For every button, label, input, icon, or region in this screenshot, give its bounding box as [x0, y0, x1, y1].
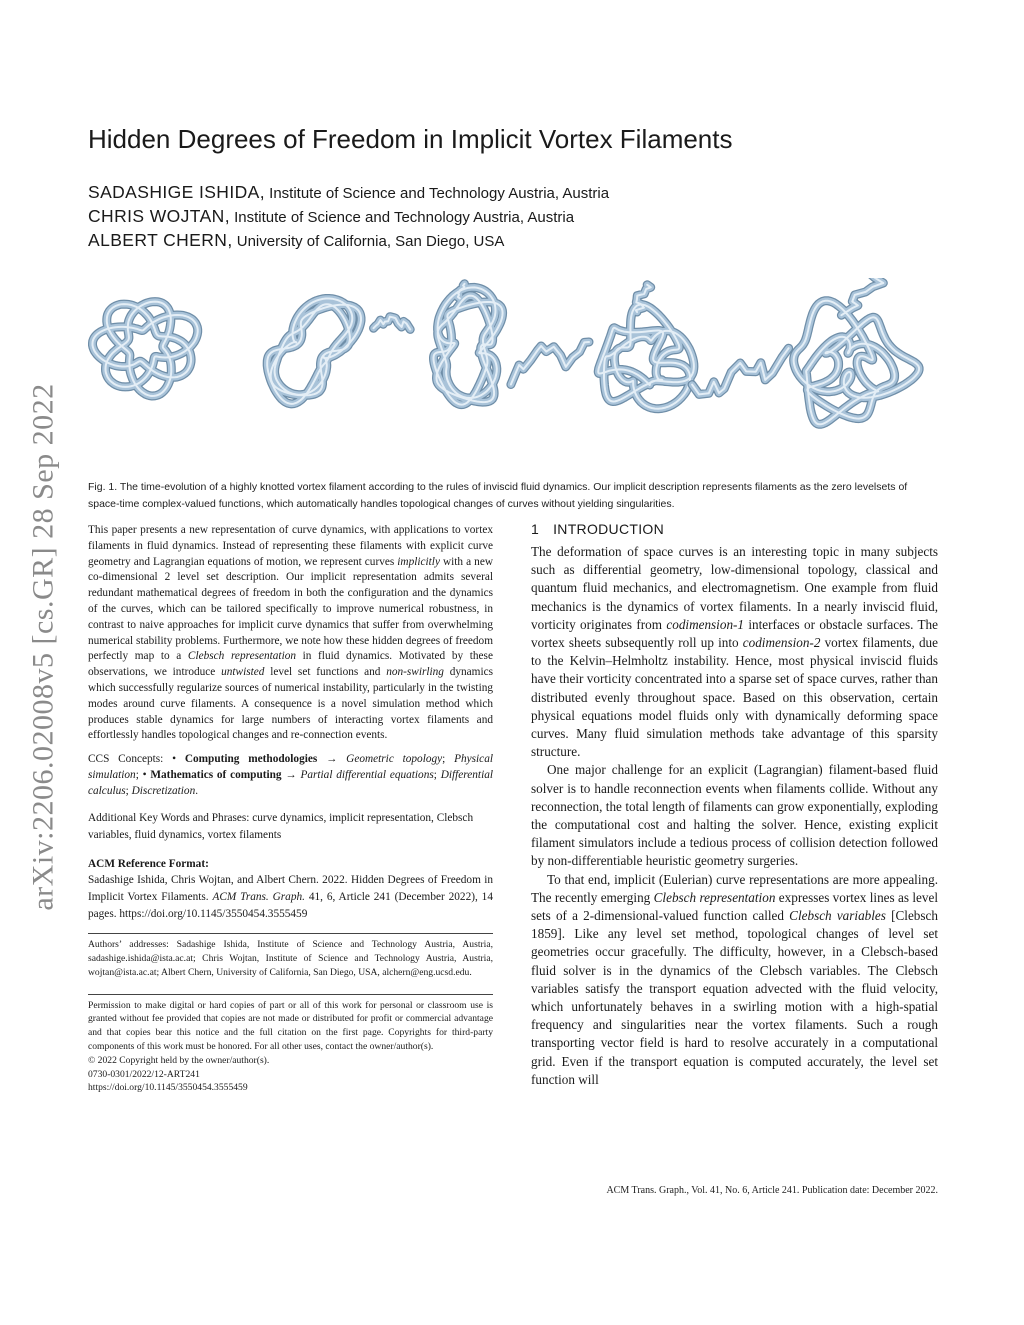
abstract-text: dynamics which successfully regularize sources of numerical instability, particularly in the twisting modes around curve filaments. A consequence is a novel simulation method which produces stable dynamics for large numbers of interacting vortex filaments and effortlessly handles topological changes and re-connection events.	[88, 666, 494, 742]
divider	[88, 933, 493, 934]
filament-frame-2	[267, 299, 361, 404]
reference-text: 41, 6, Article 241 (December 2022), 14 pages. https://doi.org/10.1145/3550454.3555459	[88, 890, 493, 920]
ccs-concept: Discretization	[131, 784, 196, 797]
doi-line: https://doi.org/10.1145/3550454.3555459	[88, 1082, 248, 1094]
ccs-separator: ;	[433, 768, 441, 781]
author-affiliation: Institute of Science and Technology Austria, Austria	[229, 209, 575, 226]
author-affiliation: Institute of Science and Technology Austria, Austria	[264, 185, 610, 202]
reference-format	[88, 872, 493, 923]
ccs-category: Mathematics of computing	[150, 768, 282, 781]
abstract-text: with a new co-dimensional 2 level set description. Our implicit representation admits several redundant mathematical degrees of freedom in both the configuration and the dynamics of the curves, which can be tailored specifically to improve numerical robustness, in contrast to naive approaches for implicit curve dynamics that suffer from overwhelming numerical stability problems. Furthermore, we note how these hidden degrees of freedom perfectly map to a	[88, 555, 493, 663]
page-footer: ACM Trans. Graph., Vol. 41, No. 6, Article 241. Publication date: December 2022.	[606, 1185, 938, 1196]
ccs-concepts	[88, 752, 493, 799]
paragraph-emphasis: Clebsch representation	[653, 889, 776, 905]
reference-text: Sadashige Ishida, Chris Wojtan, and Albert Chern. 2022. Hidden Degrees of Freedom in Implicit Vortex Filaments.	[88, 873, 493, 903]
ccs-concept: Geometric topology	[346, 753, 443, 766]
filament-frame-5	[692, 278, 919, 424]
paragraph-text: vortex filaments, due to the Kelvin–Helmholtz instability. Hence, most physical inviscid fluids have their vorticity concentrated into a sparse set of space curves, rather than distributed evenly throughout space. Based on this observation, certain physical equations model fluids only with dynamically deforming space curves. Many fluid simulation methods take advantage of this sparsity structure.	[531, 635, 939, 760]
left-column	[88, 523, 493, 1095]
author-name: CHRIS WOJTAN,	[88, 206, 230, 226]
section-title: INTRODUCTION	[553, 521, 665, 537]
ccs-separator: ;	[125, 784, 132, 797]
ccs-arrow: →	[317, 753, 347, 766]
ccs-separator: ; •	[135, 768, 151, 781]
paper-title: Hidden Degrees of Freedom in Implicit Vortex Filaments	[88, 124, 733, 154]
abstract-emphasis: implicitly	[397, 555, 440, 568]
abstract-text: level set functions and	[264, 666, 387, 679]
copyright-line: © 2022 Copyright held by the owner/author(s).	[88, 1054, 270, 1066]
reference-journal: ACM Trans. Graph.	[212, 890, 305, 903]
keywords: Additional Key Words and Phrases: curve dynamics, implicit representation, Clebsch variables, fluid dynamics, vortex filaments	[88, 811, 474, 841]
paragraph-text: expresses vortex lines as level sets of a 2-dimensional-valued function called	[531, 889, 938, 924]
paragraph-text: [Clebsch 1859]. Like any level set method, topological changes of level set geometries occur gracefully. The difficulty, however, in a Clebsch-based fluid solver is in the dynamics of the Clebsch variables. The Clebsch variables satisfy the transport equation advected with the fluid velocity, which unfortunately behaves in a swirling motion with a high-spatial frequency and singularities near the vortex filaments. Such a rough transporting vector field is hard to resolve accurately in a computational grid. Even if the transport equation is computed accurately, the level set function will	[531, 908, 938, 1087]
paragraph-text: To that end, implicit (Eulerian) curve representations are more appealing. The recently emerging	[531, 871, 938, 905]
intro-paragraph-2: One major challenge for an explicit (Lagrangian) filament-based fluid solver is to handle reconnection events when filaments collide. Without any reconnection, the total length of filaments can grow exponentially, exploding the computational cost and halting the solver. Hence, existing explicit filament simulators include a tedious process of collision detection followed by non-differentiable heuristic geometry surgeries.	[531, 762, 938, 869]
arxiv-identifier: arXiv:2206.02008v5 [cs.GR] 28 Sep 2022	[27, 383, 61, 911]
abstract-emphasis: Clebsch representation	[187, 650, 296, 663]
paragraph-emphasis: codimension-1	[666, 616, 745, 632]
author-line-3	[88, 230, 504, 251]
abstract	[88, 523, 493, 744]
author-line-2	[88, 206, 574, 227]
divider	[88, 994, 493, 995]
abstract-emphasis: untwisted	[221, 666, 265, 679]
caption-label: Fig. 1.	[88, 481, 118, 493]
ccs-label: CCS Concepts: •	[88, 753, 185, 766]
figure-caption	[88, 479, 940, 513]
ccs-concept: Physical simulation	[88, 753, 493, 781]
intro-paragraph-3	[531, 871, 938, 1089]
author-affiliation: University of California, San Diego, USA	[232, 233, 505, 250]
permission-notice: Permission to make digital or hard copies of part or all of this work for personal or classroom use is granted without fee provided that copies are not made or distributed for profit or commercial advantage and that copies bear this notice and the full citation on the first page. Copyrights for third-party components of this work must be honored. For all other uses, contact the owner/author(s).	[88, 999, 493, 1052]
ccs-separator: ;	[442, 753, 455, 766]
ccs-concept: Differential calculus	[88, 768, 493, 797]
right-column	[531, 521, 938, 1089]
intro-paragraph-1	[531, 543, 938, 761]
author-name: ALBERT CHERN,	[88, 230, 233, 250]
issn-line: 0730-0301/2022/12-ART241	[88, 1068, 200, 1080]
section-number: 1	[531, 521, 540, 537]
abstract-text: This paper presents a new representation of curve dynamics, with applications to vortex filaments in fluid dynamics. Instead of representing these filaments with explicit curve geometry and Lagrangian equations of motion, we represent curves	[88, 524, 493, 568]
filament-frame-3	[374, 284, 503, 405]
abstract-text: in fluid dynamics. Motivated by these observations, we introduce	[88, 650, 493, 679]
paragraph-text: The deformation of space curves is an interesting topic in many subjects such as differential geometry, low-dimensional topology, classical and quantum fluid mechanics, and electromagnetism. One example from fluid mechanics is the dynamics of vortex filaments. In a nearly inviscid fluid, vorticity originates from	[531, 544, 938, 632]
reference-format-heading: ACM Reference Format:	[88, 857, 209, 870]
author-line-1	[88, 182, 609, 203]
ccs-end: .	[195, 784, 199, 797]
ccs-concept: Partial differential equations	[300, 768, 434, 781]
paragraph-emphasis: Clebsch variables	[789, 908, 886, 924]
teaser-figure	[88, 278, 948, 473]
paragraph-emphasis: codimension-2	[742, 635, 821, 651]
filament-frame-1	[93, 302, 198, 396]
filament-frame-4	[511, 285, 694, 409]
author-name: SADASHIGE ISHIDA,	[88, 182, 265, 202]
caption-text: The time-evolution of a highly knotted vortex filament according to the rules of inviscid fluid dynamics. Our implicit description represents filaments as the zero levelsets of space-time complex-valued functions, which automatically handles topological changes of curves without yielding singularities.	[88, 481, 908, 510]
section-heading	[531, 521, 938, 537]
paragraph-text: interfaces or obstacle surfaces. The vortex sheets subsequently roll up into	[531, 616, 938, 651]
abstract-emphasis: non-swirling	[386, 666, 444, 679]
ccs-category: Computing methodologies	[184, 753, 318, 766]
arxiv-stamp	[22, 352, 66, 942]
author-addresses: Authors’ addresses: Sadashige Ishida, Institute of Science and Technology Austria, Austria, sadashige.ishida@ista.ac.at; Chris Wojtan, Institute of Science and Technology Austria, Austria, wojtan@ista.ac.at; Albert Chern, University of California, San Diego, USA, alchern@eng.ucsd.edu.	[88, 938, 493, 978]
ccs-arrow: →	[281, 768, 301, 781]
